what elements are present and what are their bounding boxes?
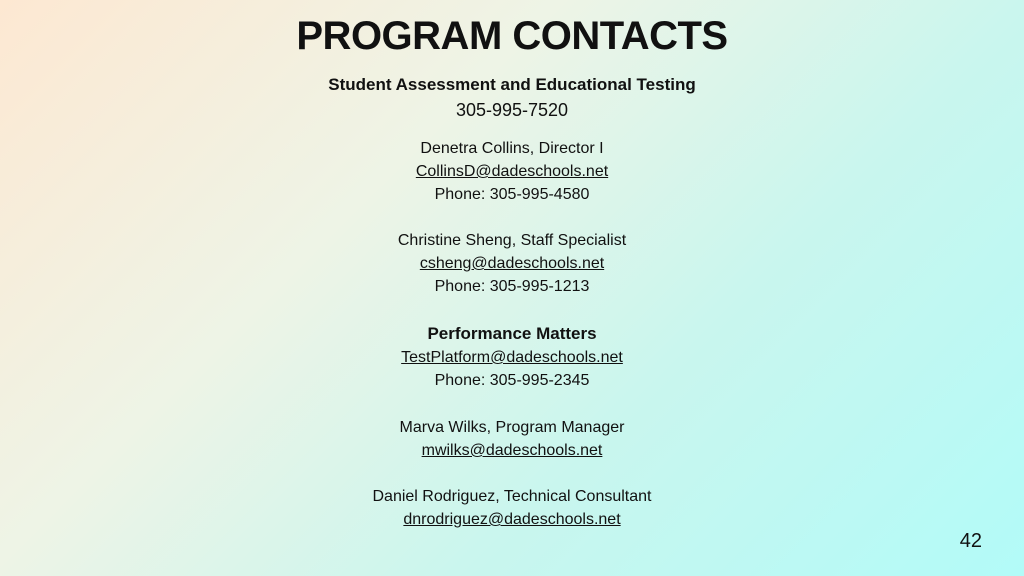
contact-email[interactable] xyxy=(0,510,1024,530)
section-phone-assessment: 305-995-7520 xyxy=(455,100,569,120)
contact-name: Christine Sheng, Staff Specialist xyxy=(397,232,627,249)
email-link[interactable]: csheng@dadeschools.net xyxy=(419,255,605,272)
email-link[interactable]: TestPlatform@dadeschools.net xyxy=(401,349,623,366)
section-phone: Phone: 305-995-2345 xyxy=(434,372,590,389)
contact-phone: Phone: 305-995-1213 xyxy=(434,278,590,295)
section-email[interactable] xyxy=(0,348,1024,368)
contact-email[interactable] xyxy=(0,254,1024,274)
contact-name: Denetra Collins, Director I xyxy=(420,140,604,157)
email-link[interactable]: CollinsD@dadeschools.net xyxy=(415,163,609,180)
contact-name: Marva Wilks, Program Manager xyxy=(399,419,625,436)
contact-name: Daniel Rodriguez, Technical Consultant xyxy=(372,488,652,505)
section-heading-assessment: Student Assessment and Educational Testing xyxy=(328,75,696,94)
email-link[interactable]: mwilks@dadeschools.net xyxy=(421,442,603,459)
contact-email[interactable] xyxy=(0,441,1024,461)
contact-email[interactable] xyxy=(0,162,1024,182)
email-link[interactable]: dnrodriguez@dadeschools.net xyxy=(403,511,621,528)
section-heading-performance-matters: Performance Matters xyxy=(427,324,597,343)
contact-phone: Phone: 305-995-4580 xyxy=(434,186,590,203)
slide-title: PROGRAM CONTACTS xyxy=(296,14,728,58)
page-number: 42 xyxy=(959,530,982,552)
